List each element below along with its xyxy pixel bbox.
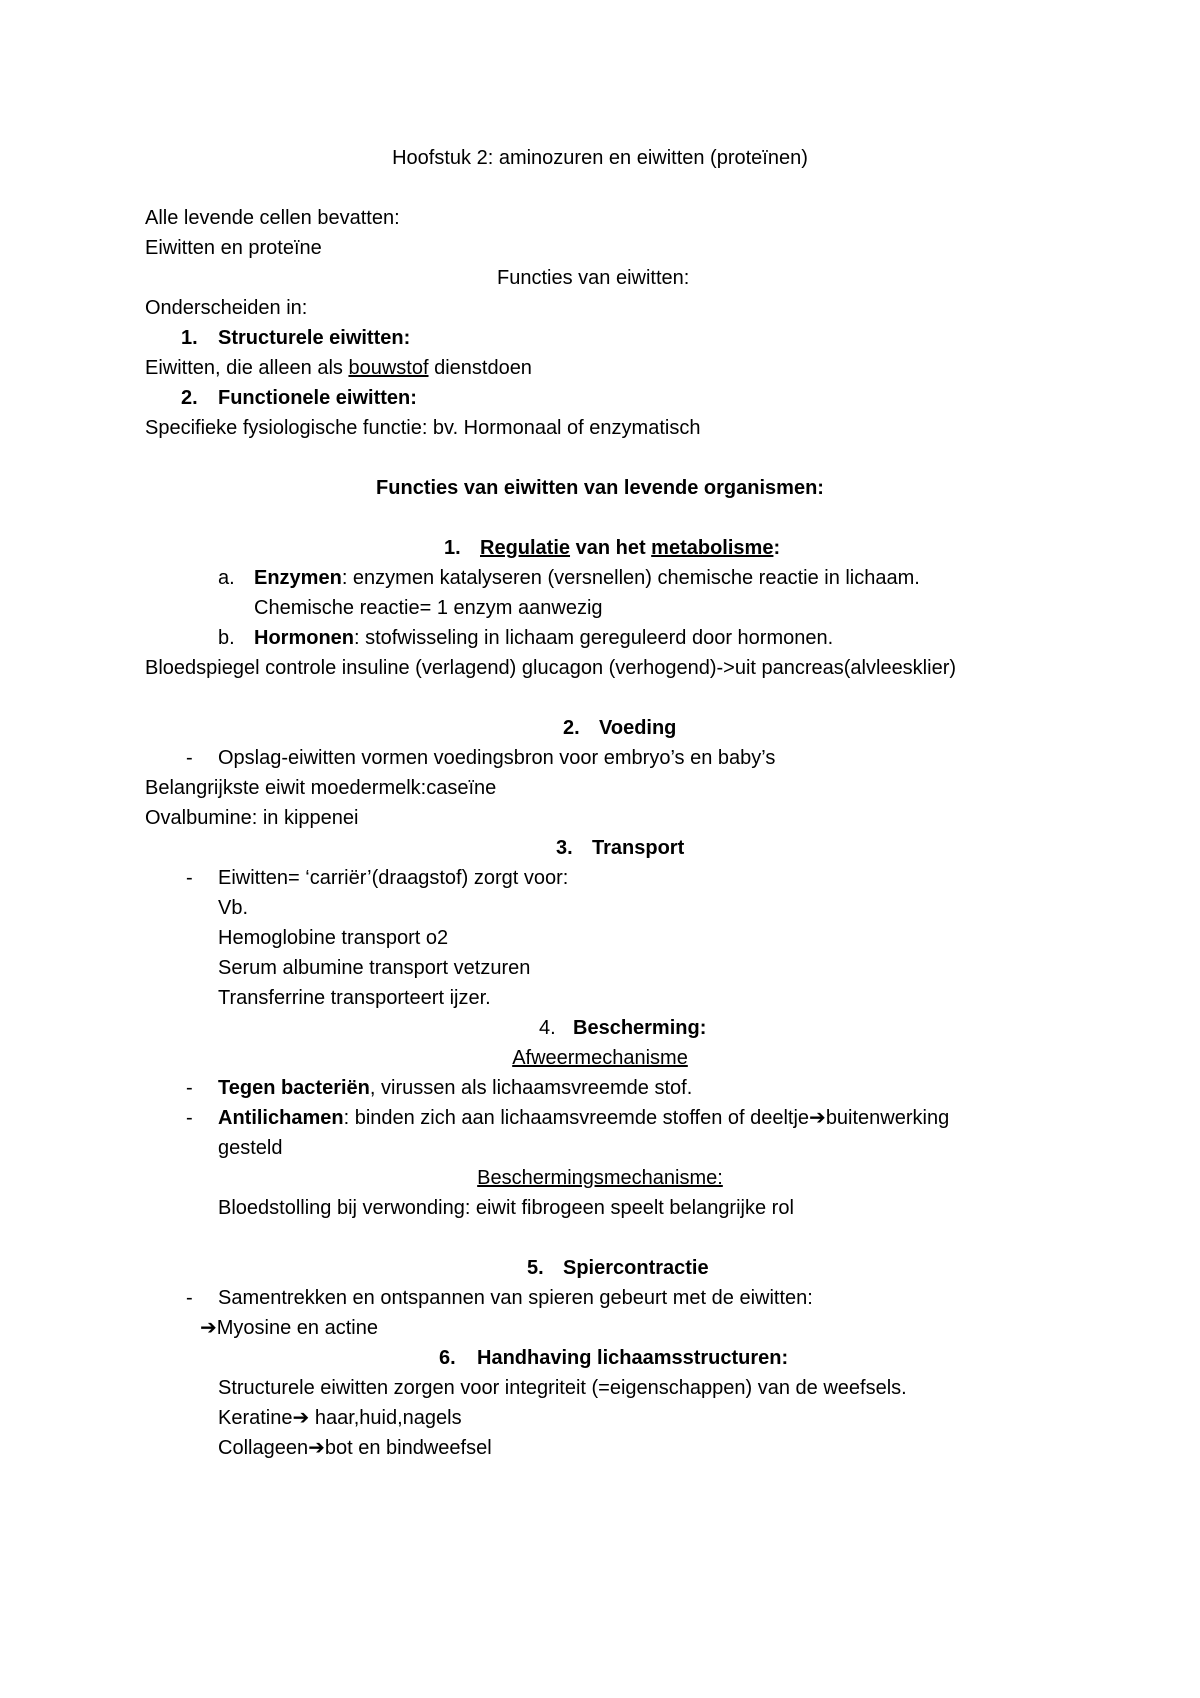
structurele-description: Eiwitten, die alleen als bouwstof dienstdoen (145, 357, 532, 379)
section-3-dash: - (186, 867, 193, 889)
section-2-number: 2. (563, 717, 580, 739)
item-b-hormonen: Hormonen: stofwisseling in lichaam gereguleerd door hormonen. (254, 627, 834, 649)
section-4-item-1: Tegen bacteriën, virussen als lichaamsvreemde stof. (218, 1077, 693, 1099)
onderscheiden-line: Onderscheiden in: (145, 297, 308, 319)
section-6-line-1: Structurele eiwitten zorgen voor integriteit (=eigenschappen) van de weefsels. (218, 1377, 907, 1399)
bloedstolling-line: Bloedstolling bij verwonding: eiwit fibrogeen speelt belangrijke rol (218, 1197, 794, 1219)
section-3-heading: Transport (592, 837, 685, 859)
functionele-number: 2. (181, 387, 198, 409)
section-3-example-2: Serum albumine transport vetzuren (218, 957, 531, 979)
section-3-number: 3. (556, 837, 573, 859)
functies-heading: Functies van eiwitten: (497, 267, 690, 289)
section-3-example-1: Hemoglobine transport o2 (218, 927, 449, 949)
section-4-item-2: Antilichamen: binden zich aan lichaamsvreemde stoffen of deeltje➔buitenwerking (218, 1107, 950, 1129)
item-a-continuation: Chemische reactie= 1 enzym aanwezig (254, 597, 603, 619)
section-2-line-3: Ovalbumine: in kippenei (145, 807, 359, 829)
section-3-vb: Vb. (218, 897, 249, 919)
section-5-sub: ➔Myosine en actine (200, 1317, 378, 1339)
item-b-letter: b. (218, 627, 235, 649)
section-3-example-3: Transferrine transporteert ijzer. (218, 987, 491, 1009)
section-5-dash: - (186, 1287, 193, 1309)
section-2-heading: Voeding (599, 717, 677, 739)
keratine-line: Keratine➔ haar,huid,nagels (218, 1407, 462, 1429)
section-5-item: Samentrekken en ontspannen van spieren gebeurt met de eiwitten: (218, 1287, 813, 1309)
section-4-dash-1: - (186, 1077, 193, 1099)
intro-line-1: Alle levende cellen bevatten: (145, 207, 400, 229)
section-1-heading: Regulatie van het metabolisme: (480, 537, 781, 559)
arrow-right-icon: ➔ (200, 1317, 217, 1339)
beschermingsmechanisme-subheading: Beschermingsmechanisme: (477, 1167, 723, 1189)
section-4-item-2-continuation: gesteld (218, 1137, 283, 1159)
page-title: Hoofstuk 2: aminozuren en eiwitten (proteïnen) (392, 147, 808, 169)
bloedspiegel-note: Bloedspiegel controle insuline (verlagend) glucagon (verhogend)->uit pancreas(alvleesklier) (145, 657, 957, 679)
section-4-number: 4. (539, 1017, 556, 1039)
section-5-heading: Spiercontractie (563, 1257, 709, 1279)
structurele-label: Structurele eiwitten: (218, 327, 411, 349)
functionele-label: Functionele eiwitten: (218, 387, 417, 409)
section-2-dash: - (186, 747, 193, 769)
section-5-number: 5. (527, 1257, 544, 1279)
section-2-item: Opslag-eiwitten vormen voedingsbron voor embryo’s en baby’s (218, 747, 776, 769)
section-3-item: Eiwitten= ‘carriër’(draagstof) zorgt voor: (218, 867, 569, 889)
section-1-number: 1. (444, 537, 461, 559)
collageen-line: Collageen➔bot en bindweefsel (218, 1437, 492, 1459)
arrow-right-icon: ➔ (308, 1437, 325, 1459)
item-a-enzymen: Enzymen: enzymen katalyseren (versnellen) chemische reactie in lichaam. (254, 567, 920, 589)
section-6-number: 6. (439, 1347, 456, 1369)
afweermechanisme-subheading: Afweermechanisme (512, 1047, 688, 1069)
main-heading: Functies van eiwitten van levende organismen: (376, 477, 824, 499)
arrow-right-icon: ➔ (292, 1407, 310, 1429)
arrow-right-icon: ➔ (809, 1107, 826, 1129)
item-a-letter: a. (218, 567, 235, 589)
section-4-heading: Bescherming: (573, 1017, 707, 1039)
functionele-description: Specifieke fysiologische functie: bv. Hormonaal of enzymatisch (145, 417, 701, 439)
structurele-number: 1. (181, 327, 198, 349)
section-6-heading: Handhaving lichaamsstructuren: (477, 1347, 789, 1369)
intro-line-2: Eiwitten en proteïne (145, 237, 322, 259)
section-4-dash-2: - (186, 1107, 193, 1129)
section-2-line-2: Belangrijkste eiwit moedermelk:caseïne (145, 777, 497, 799)
